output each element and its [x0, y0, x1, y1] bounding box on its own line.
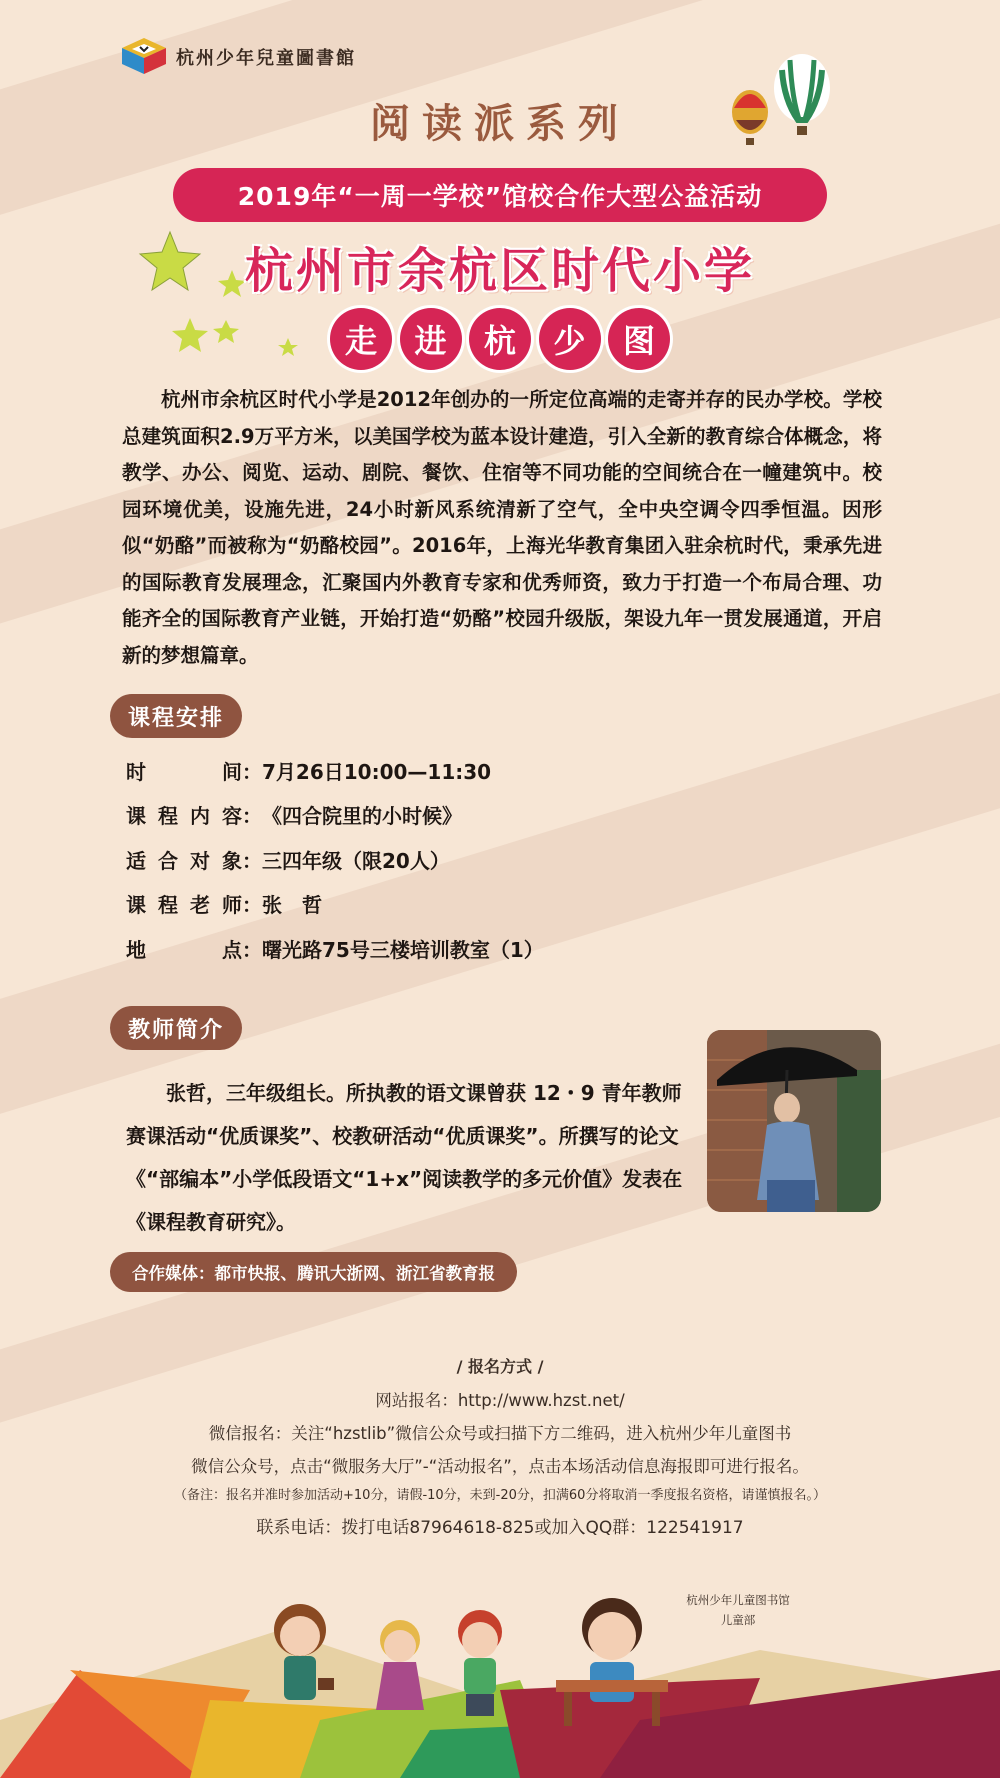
teacher-bio: 张哲，三年级组长。所执教的语文课曾获 12・9 青年教师赛课活动“优质课奖”、校教研活动“优质课奖”。所撰写的论文《“部编本”小学低段语文“1+x”阅读教学的多元价值》发表在《课程教育研究》。: [126, 1081, 683, 1234]
schedule-row-time: [126, 748, 826, 793]
activity-banner: 2019年“一周一学校”馆校合作大型公益活动: [173, 168, 827, 222]
tagline-char: 杭: [469, 308, 531, 370]
organizer: [668, 1590, 808, 1630]
signup-phone: 联系电话：拨打电话87964618-825或加入QQ群：122541917: [256, 1518, 744, 1538]
teacher-heading: 教师简介: [110, 1006, 242, 1050]
schedule-value: 张 哲: [262, 893, 322, 918]
schedule-row-location: [126, 926, 826, 971]
library-name: 杭州少年兒童圖書館: [176, 48, 356, 69]
series-title: 阅读派系列: [370, 101, 630, 147]
signup-note: （备注：报名并准时参加活动+10分，请假-10分，未到-20分，扣满60分将取消一季度报名资格，请谨慎报名。）: [174, 1488, 826, 1503]
tagline-circles: [330, 308, 670, 370]
tagline-char: 进: [400, 308, 462, 370]
signup-wechat-line1: 微信报名：关注“hzstlib”微信公众号或扫描下方二维码，进入杭州少年儿童图书: [208, 1424, 792, 1443]
schedule-label: 地 点: [126, 937, 242, 962]
schedule-separator: ：: [242, 937, 262, 962]
organizer-department: 儿童部: [720, 1613, 756, 1627]
schedule-value: 7月26日10:00—11:30: [262, 759, 492, 784]
schedule-label: 时 间: [126, 759, 242, 784]
organizer-name: 杭州少年儿童图书馆: [686, 1593, 790, 1607]
schedule-separator: ：: [242, 759, 262, 784]
schedule-row-audience: [126, 837, 826, 882]
media-partners: 合作媒体：都市快报、腾讯大浙网、浙江省教育报: [110, 1252, 517, 1292]
tagline-char: 走: [330, 308, 392, 370]
schedule-separator: ：: [242, 893, 262, 918]
schedule-value: 《四合院里的小时候》: [262, 804, 462, 829]
schedule-heading: 课程安排: [110, 694, 242, 738]
schedule-row-teacher: [126, 882, 826, 927]
schedule-value: 三四年级（限20人）: [262, 848, 450, 873]
schedule-value: 曙光路75号三楼培训教室（1）: [262, 937, 544, 962]
schedule-label: 适 合 对 象: [126, 848, 242, 873]
schedule-row-content: [126, 793, 826, 838]
library-logo-icon: [120, 36, 168, 76]
teacher-photo: [707, 1030, 881, 1212]
signup-website: 网站报名：http://www.hzst.net/: [375, 1391, 625, 1410]
hot-air-balloons-icon: [720, 50, 840, 150]
children-illustration: [0, 1570, 1000, 1778]
schedule-separator: ：: [242, 848, 262, 873]
signup-wechat-line2: 微信公众号，点击“微服务大厅”-“活动报名”，点击本场活动信息海报即可进行报名。: [191, 1457, 809, 1476]
signup-heading: / 报名方式 /: [456, 1357, 544, 1376]
school-introduction: 杭州市余杭区时代小学是2012年创办的一所定位高端的走寄并存的民办学校。学校总建筑面积2.9万平方米，以美国学校为蓝本设计建造，引入全新的教育综合体概念，将教学、办公、阅览、运动、剧院、餐饮、住宿等不同功能的空间统合在一幢建筑中。校园环境优美，设施先进，24小时新风系统清新了空气，全中央空调令四季恒温。因形似“奶酪”而被称为“奶酪校园”。2016年，上海光华教育集团入驻余杭时代，秉承先进的国际教育发展理念，汇聚国内外教育专家和优秀师资，致力于打造一个布局合理、功能齐全的国际教育产业链，开始打造“奶酪”校园升级版，架设九年一贯发展通道，开启新的梦想篇章。: [122, 388, 882, 667]
school-title: 杭州市余杭区时代小学: [244, 243, 755, 299]
tagline-char: 少: [539, 308, 601, 370]
schedule-label: 课 程 内 容: [126, 804, 242, 829]
schedule-list: [126, 748, 826, 971]
schedule-separator: ：: [242, 804, 262, 829]
schedule-label: 课 程 老 师: [126, 893, 242, 918]
tagline-char: 图: [608, 308, 670, 370]
